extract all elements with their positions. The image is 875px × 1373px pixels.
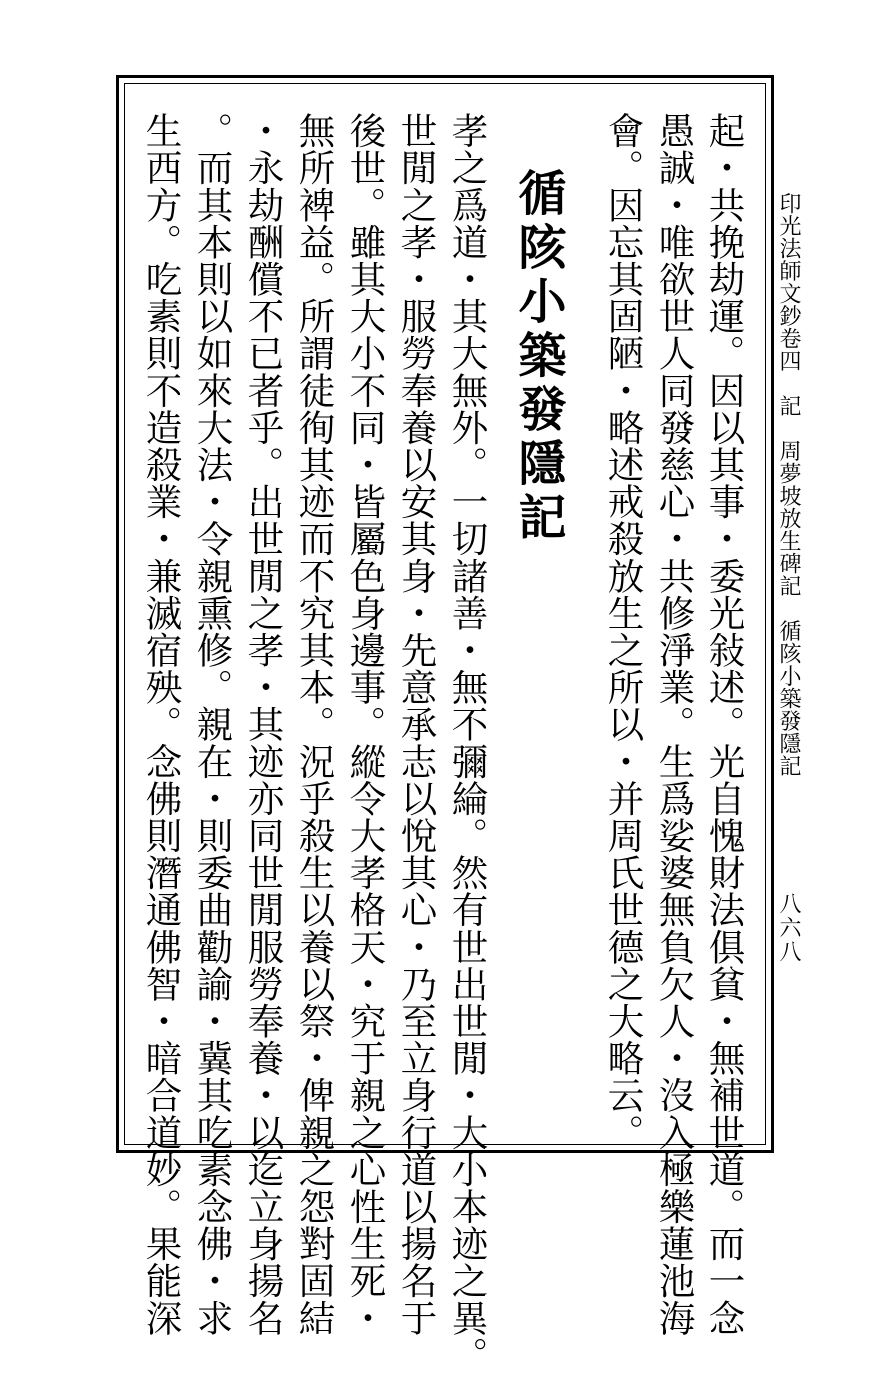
text-column: 會。因忘其固陋・略述戒殺放生之所以・并周氏世德之大略云。: [602, 112, 645, 1151]
text-column: ・永劫酬償不已者乎。出世閒之孝・其迹亦同世閒服勞奉養・以迄立身揚名: [242, 112, 285, 1337]
section-title: 循陔小築發隱記: [510, 168, 566, 546]
text-column: 世閒之孝・服勞奉養以安其身・先意承志以悅其心・乃至立身行道以揚名于: [395, 112, 438, 1337]
text-column: 生西方。吃素則不造殺業・兼滅宿殃。念佛則潛通佛智・暗合道妙。果能深: [140, 112, 183, 1337]
text-column: 。而其本則以如來大法・令親熏修。親在・則委曲勸諭・冀其吃素念佛・求: [191, 112, 234, 1337]
text-column: 後世。雖其大小不同・皆屬色身邊事。縱令大孝格天・究于親之心性生死・: [344, 112, 387, 1337]
running-header: 印光法師文鈔卷四 記 周夢坡放生碑記 循陔小築發隱記: [776, 192, 801, 777]
text-column: 無所裨益。所謂徒徇其迹而不究其本。況乎殺生以養以祭・俾親之怨對固結: [293, 112, 336, 1337]
page-number: 八六八: [776, 892, 801, 964]
text-column: 愚誠・唯欲世人同發慈心・共修淨業。生爲娑婆無負欠人・沒入極樂蓮池海: [653, 112, 696, 1337]
text-column: 孝之爲道・其大無外。一切諸善・無不彌綸。然有世出世閒・大小本迹之異。: [446, 112, 489, 1373]
text-column: 起・共挽劫運。因以其事・委光敍述。光自愧財法俱貧・無補世道。而一念: [703, 112, 746, 1337]
